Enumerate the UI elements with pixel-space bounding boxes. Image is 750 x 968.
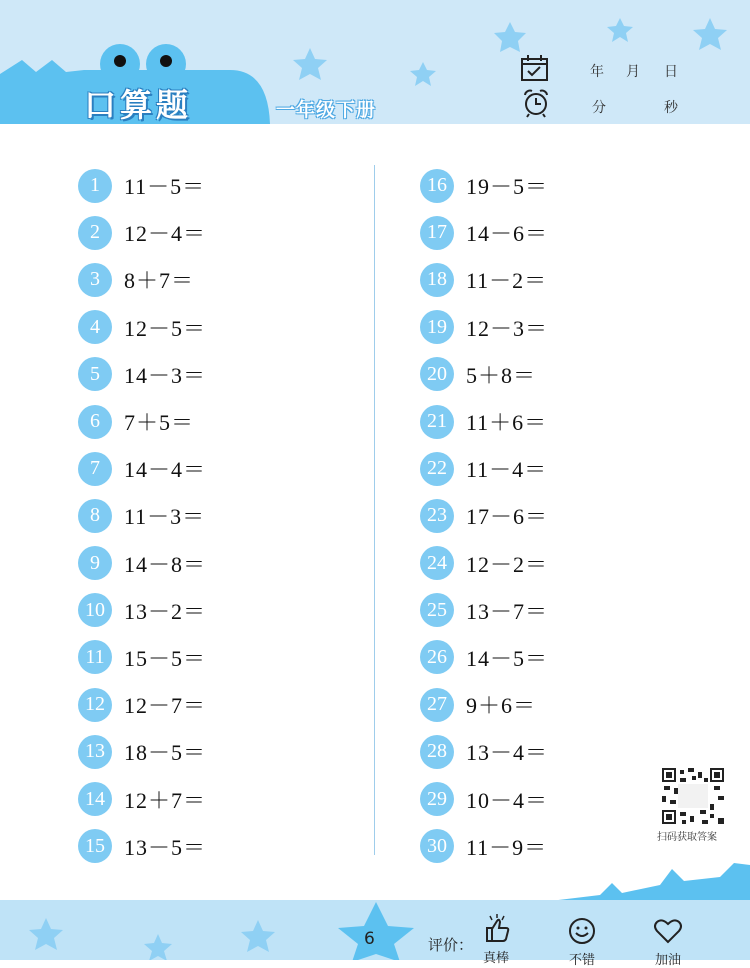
problem-number-badge: 13 xyxy=(78,735,112,769)
problem-number-badge: 9 xyxy=(78,546,112,580)
footer-stars xyxy=(0,900,750,960)
problem-expression: 5＋8＝ xyxy=(466,362,537,388)
page-number: 6 xyxy=(364,929,375,949)
problem-expression: 12－7＝ xyxy=(124,693,207,719)
problem-number-badge: 19 xyxy=(420,310,454,344)
problem-number-badge: 1 xyxy=(78,169,112,203)
problem-expression: 13－7＝ xyxy=(466,598,549,624)
star-icon xyxy=(241,920,275,952)
problem-expression: 11－3＝ xyxy=(124,504,206,530)
star-icon xyxy=(144,934,172,960)
problem-row xyxy=(78,445,206,492)
problem-expression: 14－5＝ xyxy=(466,645,549,671)
minute-label: 分 xyxy=(592,100,606,116)
problem-row xyxy=(78,728,206,775)
problem-expression: 17－6＝ xyxy=(466,504,549,530)
problem-number-badge: 11 xyxy=(78,640,112,674)
problem-row xyxy=(420,775,548,822)
star-icon xyxy=(29,918,63,950)
problem-expression: 14－4＝ xyxy=(124,457,207,483)
page-title: 口算题 xyxy=(84,86,193,124)
problem-row xyxy=(78,304,206,351)
problem-row xyxy=(420,587,548,634)
problem-number-badge: 25 xyxy=(420,593,454,627)
page-header xyxy=(0,0,750,124)
problem-number-badge: 21 xyxy=(420,405,454,439)
problem-row xyxy=(420,445,548,492)
problem-expression: 8＋7＝ xyxy=(124,268,195,294)
problem-expression: 12－2＝ xyxy=(466,551,549,577)
problem-row xyxy=(78,587,206,634)
problem-expression: 13－5＝ xyxy=(124,834,207,860)
problem-expression: 10－4＝ xyxy=(466,787,549,813)
problem-row xyxy=(420,351,548,398)
problem-expression: 12－5＝ xyxy=(124,315,207,341)
problem-number-badge: 3 xyxy=(78,263,112,297)
rating-keep-going[interactable] xyxy=(648,916,688,968)
problem-row xyxy=(420,540,548,587)
month-label: 月 xyxy=(626,64,640,80)
problem-row xyxy=(420,398,548,445)
problem-row xyxy=(78,492,206,539)
problem-number-badge: 15 xyxy=(78,829,112,863)
problem-row xyxy=(78,209,206,256)
problem-number-badge: 2 xyxy=(78,216,112,250)
qr-caption: 扫码获取答案 xyxy=(657,832,717,843)
year-label: 年 xyxy=(590,64,604,80)
page-footer xyxy=(0,900,750,960)
problem-expression: 11－2＝ xyxy=(466,268,548,294)
problem-row xyxy=(420,256,548,303)
problem-number-badge: 28 xyxy=(420,735,454,769)
alarm-clock-icon xyxy=(521,88,551,118)
problem-expression: 12－3＝ xyxy=(466,315,549,341)
problem-number-badge: 14 xyxy=(78,782,112,816)
problem-number-badge: 7 xyxy=(78,452,112,486)
problem-expression: 18－5＝ xyxy=(124,740,207,766)
problem-row xyxy=(78,634,206,681)
problem-number-badge: 23 xyxy=(420,499,454,533)
problem-row xyxy=(78,775,206,822)
grade-subtitle: 一年级下册 xyxy=(276,99,377,121)
problem-number-badge: 8 xyxy=(78,499,112,533)
problem-row xyxy=(78,351,206,398)
problem-number-badge: 17 xyxy=(420,216,454,250)
thumbs-up-icon xyxy=(481,912,511,944)
problem-number-badge: 5 xyxy=(78,357,112,391)
problem-expression: 19－5＝ xyxy=(466,174,549,200)
footer-wave-decoration xyxy=(0,855,750,901)
problem-row xyxy=(78,540,206,587)
problem-expression: 15－5＝ xyxy=(124,645,207,671)
problem-row xyxy=(420,209,548,256)
problem-number-badge: 10 xyxy=(78,593,112,627)
problem-number-badge: 20 xyxy=(420,357,454,391)
problem-row xyxy=(420,304,548,351)
second-label: 秒 xyxy=(664,100,678,116)
problem-row xyxy=(420,681,548,728)
problem-expression: 11－4＝ xyxy=(466,457,548,483)
qr-code[interactable] xyxy=(662,768,724,824)
rating-great[interactable] xyxy=(478,912,514,966)
problem-expression: 14－3＝ xyxy=(124,362,207,388)
problem-expression: 7＋5＝ xyxy=(124,410,195,436)
day-label: 日 xyxy=(664,64,678,80)
problem-column-right xyxy=(420,162,548,870)
star-icon xyxy=(293,48,327,80)
problem-number-badge: 6 xyxy=(78,405,112,439)
problem-number-badge: 27 xyxy=(420,688,454,722)
problem-number-badge: 16 xyxy=(420,169,454,203)
problem-row xyxy=(420,162,548,209)
problem-number-badge: 24 xyxy=(420,546,454,580)
problem-row xyxy=(78,256,206,303)
problem-row xyxy=(420,634,548,681)
problem-expression: 9＋6＝ xyxy=(466,693,537,719)
problem-expression: 11－9＝ xyxy=(466,834,548,860)
problem-expression: 11＋6＝ xyxy=(466,410,548,436)
rating-keep-going-label: 加油 xyxy=(654,953,681,968)
rating-great-label: 真棒 xyxy=(482,951,509,966)
problem-number-badge: 30 xyxy=(420,829,454,863)
problem-expression: 13－4＝ xyxy=(466,740,549,766)
problem-row xyxy=(78,681,206,728)
problem-number-badge: 29 xyxy=(420,782,454,816)
problem-number-badge: 22 xyxy=(420,452,454,486)
problem-expression: 14－8＝ xyxy=(124,551,207,577)
smiley-face-icon xyxy=(567,916,597,946)
problem-row xyxy=(420,492,548,539)
star-icon xyxy=(494,22,526,52)
problem-number-badge: 4 xyxy=(78,310,112,344)
star-icon xyxy=(693,18,727,50)
problem-expression: 12＋7＝ xyxy=(124,787,207,813)
problem-expression: 12－4＝ xyxy=(124,221,207,247)
problem-number-badge: 18 xyxy=(420,263,454,297)
page-number-star xyxy=(338,902,414,960)
column-divider xyxy=(374,165,375,855)
calendar-check-icon xyxy=(520,54,550,82)
rating-good-label: 不错 xyxy=(568,953,595,968)
evaluation-label: 评价： xyxy=(428,936,474,954)
heart-icon xyxy=(652,916,684,946)
problem-row xyxy=(78,398,206,445)
problem-row xyxy=(420,728,548,775)
problem-expression: 11－5＝ xyxy=(124,174,206,200)
rating-good[interactable] xyxy=(562,916,602,968)
star-icon xyxy=(410,62,436,86)
problem-row xyxy=(78,162,206,209)
problem-number-badge: 26 xyxy=(420,640,454,674)
problem-expression: 14－6＝ xyxy=(466,221,549,247)
problem-expression: 13－2＝ xyxy=(124,598,207,624)
problem-number-badge: 12 xyxy=(78,688,112,722)
problem-column-left xyxy=(78,162,206,870)
star-icon xyxy=(607,18,633,42)
